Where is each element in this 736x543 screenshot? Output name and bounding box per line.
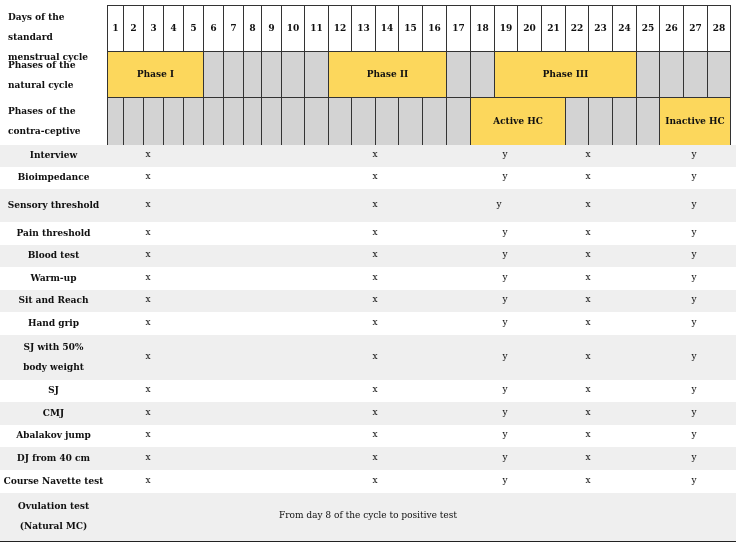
session-mark: x — [585, 172, 591, 182]
contraceptive-cycle-cell — [281, 97, 305, 146]
day-cell: 18 — [470, 5, 495, 52]
test-row-label: Abalakov jump — [16, 431, 91, 441]
session-mark: x — [585, 150, 591, 160]
day-cell: 3 — [143, 5, 164, 52]
contraceptive-cycle-cell — [375, 97, 399, 146]
contraceptive-cycle-cell — [163, 97, 184, 146]
day-cell: 12 — [328, 5, 352, 52]
session-mark: x — [372, 227, 378, 238]
natural-cycle-cell — [243, 51, 262, 98]
natural-cycle-cell — [304, 51, 329, 98]
day-cell: 4 — [163, 5, 184, 52]
natural-phase-block: Phase III — [494, 51, 637, 98]
row-band — [0, 145, 736, 167]
contraceptive-cycle-cell — [123, 97, 144, 146]
contraceptive-cycle-cell — [304, 97, 329, 146]
test-row-label: Hand grip — [27, 318, 80, 329]
session-mark: x — [585, 295, 591, 305]
natural-cycle-cell — [470, 51, 495, 98]
natural-cycle-cell — [223, 51, 244, 98]
session-mark: y — [502, 150, 508, 160]
session-mark: y — [502, 385, 508, 395]
natural-cycle-cell — [261, 51, 282, 98]
test-row-label: Interview — [29, 151, 78, 161]
session-mark: y — [691, 385, 697, 395]
session-mark: x — [585, 250, 591, 260]
day-cell: 6 — [203, 5, 224, 52]
test-row-label: Warm-up — [30, 273, 77, 284]
session-mark: y — [691, 250, 697, 260]
session-mark: y — [502, 295, 508, 305]
session-mark: y — [691, 150, 697, 160]
session-mark: x — [372, 295, 378, 305]
natural-cycle-cell — [281, 51, 305, 98]
day-cell: 7 — [223, 5, 244, 52]
row-band — [0, 402, 736, 425]
session-mark: x — [145, 295, 151, 305]
test-row-label: Pain threshold — [16, 228, 91, 239]
row-band — [0, 290, 736, 312]
session-mark: y — [502, 407, 508, 418]
day-cell: 21 — [541, 5, 566, 52]
session-mark: x — [372, 475, 378, 486]
session-mark: y — [502, 351, 508, 362]
session-mark: x — [372, 150, 378, 160]
test-row-label: CMJ — [42, 408, 65, 419]
session-mark: y — [691, 430, 697, 440]
day-cell: 2 — [123, 5, 144, 52]
contraceptive-phase-block: Inactive HC — [659, 97, 731, 146]
day-cell: 19 — [494, 5, 518, 52]
day-cell: 16 — [422, 5, 447, 52]
session-mark: x — [585, 407, 591, 418]
session-mark: x — [372, 351, 378, 362]
natural-phase-block: Phase II — [328, 51, 447, 98]
header-days-label: Days of the standard menstrual cycle — [8, 13, 89, 63]
row-band — [0, 335, 736, 380]
contraceptive-cycle-cell — [565, 97, 589, 146]
session-mark: y — [691, 317, 697, 328]
session-mark: x — [585, 199, 591, 210]
day-cell: 27 — [683, 5, 708, 52]
session-mark: y — [502, 250, 508, 260]
day-cell: 14 — [375, 5, 399, 52]
day-cell: 13 — [351, 5, 376, 52]
test-row-label: DJ from 40 cm — [16, 453, 91, 464]
session-mark: y — [502, 227, 508, 238]
session-mark: x — [585, 227, 591, 238]
natural-cycle-cell — [683, 51, 708, 98]
ovulation-note: From day 8 of the cycle to positive test — [279, 511, 457, 521]
session-mark: x — [585, 452, 591, 463]
session-mark: y — [691, 295, 697, 305]
session-mark: x — [372, 250, 378, 260]
natural-cycle-cell — [707, 51, 731, 98]
session-mark: y — [691, 172, 697, 182]
day-cell: 25 — [636, 5, 660, 52]
test-row-label: Bioimpedance — [17, 173, 90, 183]
contraceptive-cycle-cell — [183, 97, 204, 146]
contraceptive-cycle-cell — [143, 97, 164, 146]
day-cell: 28 — [707, 5, 731, 52]
natural-phase-block: Phase I — [107, 51, 204, 98]
header-contraceptive-phases-label: Phases of the contra-ceptive — [8, 107, 81, 137]
session-mark: y — [502, 172, 508, 182]
session-mark: y — [502, 475, 508, 486]
session-mark: x — [145, 317, 151, 328]
contraceptive-cycle-cell — [223, 97, 244, 146]
contraceptive-cycle-cell — [612, 97, 637, 146]
natural-cycle-cell — [446, 51, 471, 98]
contraceptive-cycle-cell — [588, 97, 613, 146]
session-mark: y — [691, 351, 697, 362]
contraceptive-phase-block: Active HC — [470, 97, 566, 146]
session-mark: x — [145, 452, 151, 463]
test-row-label: SJ with 50% body weight — [23, 342, 84, 373]
day-cell: 20 — [517, 5, 542, 52]
session-mark: x — [372, 272, 378, 283]
session-mark: y — [502, 452, 508, 463]
session-mark: x — [372, 407, 378, 418]
session-mark: x — [145, 199, 151, 210]
contraceptive-cycle-cell — [398, 97, 423, 146]
session-mark: y — [496, 199, 502, 210]
contraceptive-cycle-cell — [422, 97, 447, 146]
session-mark: y — [502, 430, 508, 440]
contraceptive-cycle-cell — [636, 97, 660, 146]
session-mark: x — [145, 351, 151, 362]
day-cell: 11 — [304, 5, 329, 52]
session-mark: x — [372, 199, 378, 210]
day-cell: 5 — [183, 5, 204, 52]
day-cell: 9 — [261, 5, 282, 52]
day-cell: 23 — [588, 5, 613, 52]
session-mark: y — [691, 452, 697, 463]
session-mark: x — [585, 272, 591, 283]
session-mark: x — [145, 430, 151, 440]
session-mark: x — [372, 430, 378, 440]
session-mark: y — [502, 272, 508, 283]
ovulation-test-label: Ovulation test (Natural MC) — [17, 502, 90, 532]
contraceptive-cycle-cell — [203, 97, 224, 146]
session-mark: x — [145, 150, 151, 160]
day-cell: 24 — [612, 5, 637, 52]
contraceptive-cycle-cell — [446, 97, 471, 146]
natural-cycle-cell — [636, 51, 660, 98]
session-mark: y — [691, 475, 697, 486]
row-band — [0, 245, 736, 267]
session-mark: x — [145, 475, 151, 486]
session-mark: y — [691, 407, 697, 418]
contraceptive-cycle-cell — [243, 97, 262, 146]
table-bottom-rule — [0, 541, 736, 542]
header-natural-phases-label: Phases of the natural cycle — [8, 61, 76, 91]
contraceptive-cycle-cell — [107, 97, 124, 146]
test-row-label: Blood test — [27, 251, 80, 261]
session-mark: y — [691, 199, 697, 210]
natural-cycle-cell — [659, 51, 684, 98]
contraceptive-cycle-cell — [261, 97, 282, 146]
contraceptive-cycle-cell — [328, 97, 352, 146]
session-mark: x — [145, 385, 151, 395]
day-cell: 8 — [243, 5, 262, 52]
row-band — [0, 189, 736, 222]
day-cell: 1 — [107, 5, 124, 52]
contraceptive-cycle-cell — [351, 97, 376, 146]
session-mark: y — [691, 272, 697, 283]
session-mark: x — [372, 385, 378, 395]
session-mark: x — [585, 317, 591, 328]
session-mark: x — [145, 172, 151, 182]
session-mark: x — [145, 407, 151, 418]
session-mark: x — [372, 317, 378, 328]
row-band — [0, 447, 736, 470]
day-cell: 15 — [398, 5, 423, 52]
session-mark: x — [145, 227, 151, 238]
session-mark: x — [372, 172, 378, 182]
day-cell: 26 — [659, 5, 684, 52]
test-row-label: Course Navette test — [3, 476, 104, 487]
session-mark: x — [585, 385, 591, 395]
session-mark: x — [372, 452, 378, 463]
session-mark: x — [145, 272, 151, 283]
test-row-label: Sit and Reach — [18, 296, 89, 306]
session-mark: y — [691, 227, 697, 238]
session-mark: x — [585, 430, 591, 440]
natural-cycle-cell — [203, 51, 224, 98]
test-row-label: Sensory threshold — [7, 200, 100, 211]
day-cell: 22 — [565, 5, 589, 52]
session-mark: x — [585, 475, 591, 486]
session-mark: x — [585, 351, 591, 362]
test-row-label: SJ — [48, 386, 59, 396]
day-cell: 10 — [281, 5, 305, 52]
session-mark: x — [145, 250, 151, 260]
day-cell: 17 — [446, 5, 471, 52]
session-mark: y — [502, 317, 508, 328]
